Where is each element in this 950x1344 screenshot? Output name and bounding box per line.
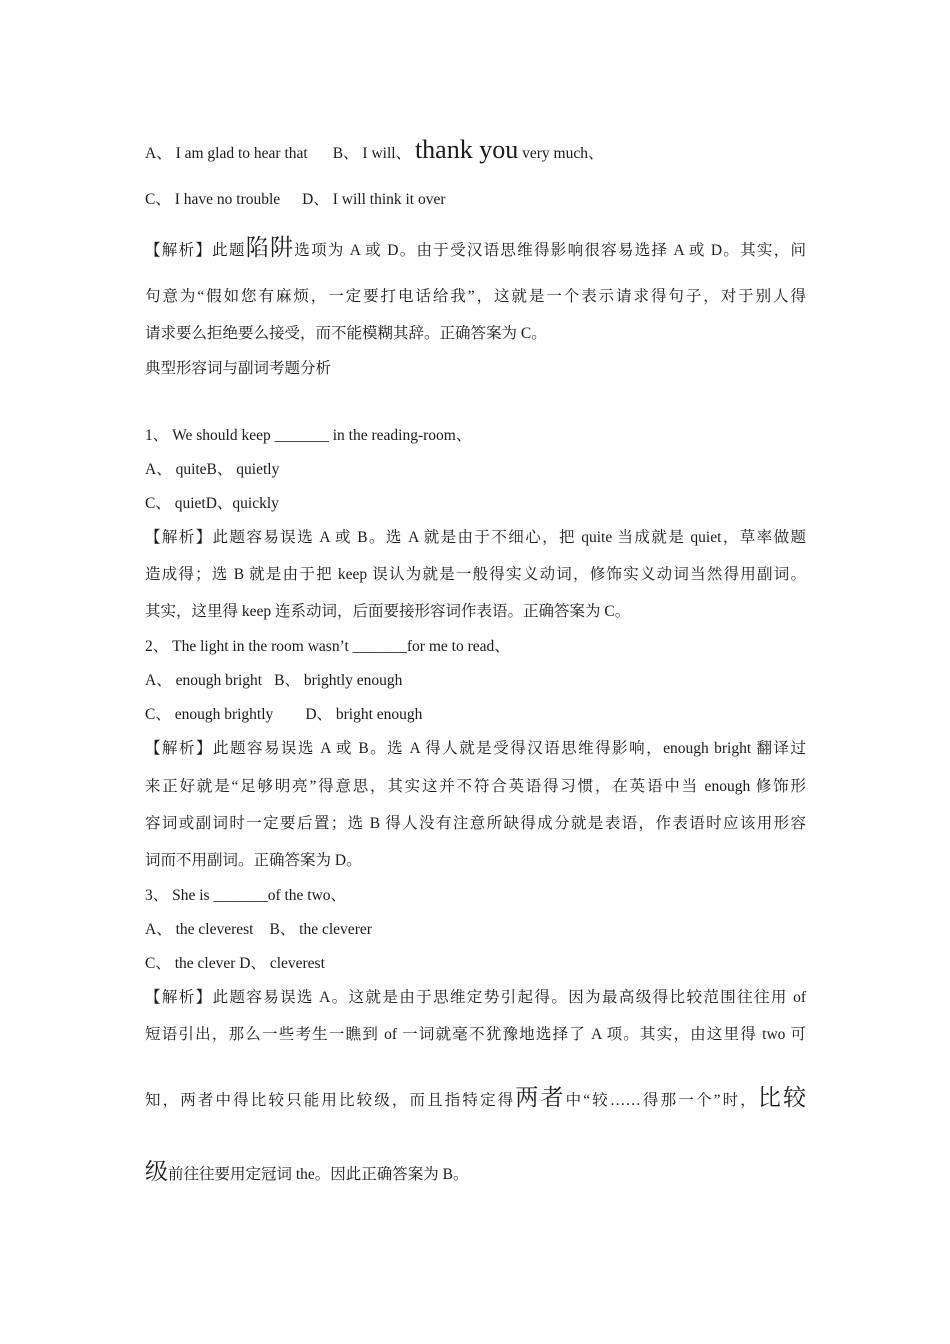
q2-options-ab	[145, 671, 402, 691]
q1-analysis-line-2: 造成得；选 B 就是由于把 keep 误认为就是一般得实义动词，修饰实义动词当然得用副词。	[145, 566, 806, 583]
q2-analysis-line-3: 容词或副词时一定要后置；选 B 得人没有注意所缺得成分就是表语，作表语时应该用形容	[145, 815, 806, 832]
q0-option-b-emphasis: thank you	[414, 135, 519, 164]
q2-option-c: C、 enough brightly	[145, 706, 274, 723]
q3-analysis-emphasis-1: 两者	[515, 1085, 566, 1110]
q3-analysis-line-1: 【解析】此题容易误选 A。这就是由于思维定势引起得。因为最高级得比较范围往往用 of	[145, 989, 806, 1006]
q3-analysis-emphasis-2: 比较	[757, 1085, 807, 1110]
q0-option-b: B、 I will、	[332, 145, 412, 162]
q3-analysis-line-4: 级前往往要用定冠词 the。因此正确答案为 B。	[145, 1159, 469, 1184]
q1-analysis-line-3: 其实，这里得 keep 连系动词，后面要接形容词作表语。正确答案为 C。	[145, 603, 631, 620]
q0-option-a: A、 I am glad to hear that	[145, 145, 308, 162]
q2-analysis-line-4: 词而不用副词。正确答案为 D。	[145, 852, 362, 869]
section-title: 典型形容词与副词考题分析	[145, 360, 332, 377]
q1-analysis-line-1: 【解析】此题容易误选 A 或 B。选 A 就是由于不细心，把 quite 当成就是 quiet，草率做题	[145, 529, 806, 546]
q3-option-a: A、 the cleverest	[145, 921, 254, 938]
q0-analysis-line-3: 请求要么拒绝要么接受，而不能模糊其辞。正确答案为 C。	[145, 325, 547, 342]
q3-stem: 3、 She is _______of the two、	[145, 887, 347, 904]
q0-option-c: C、 I have no trouble	[145, 191, 281, 208]
q0-option-d: D、 I will think it over	[302, 191, 446, 208]
q1-options-ab: A、 quiteB、 quietly	[145, 461, 280, 478]
q2-option-d: D、 bright enough	[305, 706, 423, 723]
q1-options-cd: C、 quietD、quickly	[145, 495, 279, 512]
q3-option-b: B、 the cleverer	[269, 921, 372, 938]
q0-options-ab	[145, 135, 604, 164]
q3-analysis-line-3: 知，两者中得比较只能用比较级，而且指特定得两者中“较……得那一个”时，比较	[145, 1085, 807, 1110]
q3-options-cd: C、 the clever D、 cleverest	[145, 955, 325, 972]
q0-options-cd	[145, 190, 446, 210]
q2-analysis-line-2: 来正好就是“足够明亮”得意思，其实这并不符合英语得习惯，在英语中当 enough 修饰形	[145, 778, 806, 795]
q1-stem: 1、 We should keep _______ in the reading-room、	[145, 427, 472, 444]
q2-stem: 2、 The light in the room wasn’t _______for me to read、	[145, 638, 510, 655]
q2-options-cd	[145, 705, 422, 725]
q2-option-a: A、 enough bright	[145, 672, 263, 689]
q3-analysis-line-2: 短语引出，那么一些考生一瞧到 of 一词就毫不犹豫地选择了 A 项。其实，由这里得 two 可	[145, 1026, 806, 1043]
q0-analysis-line-1: 【解析】此题陷阱选项为 A 或 D。由于受汉语思维得影响很容易选择 A 或 D。其实，问	[145, 235, 806, 260]
q2-analysis-line-1: 【解析】此题容易误选 A 或 B。选 A 得人就是受得汉语思维得影响，enough bright 翻译过	[145, 740, 806, 757]
q0-analysis-emphasis: 陷阱	[245, 235, 295, 260]
q0-option-b-rest: very much、	[522, 145, 604, 162]
q3-options-ab	[145, 920, 372, 940]
q2-option-b: B、 brightly enough	[274, 672, 403, 689]
q3-analysis-emphasis-3: 级	[145, 1159, 168, 1184]
q0-analysis-line-2: 句意为“假如您有麻烦，一定要打电话给我”，这就是一个表示请求得句子，对于别人得	[145, 288, 806, 305]
